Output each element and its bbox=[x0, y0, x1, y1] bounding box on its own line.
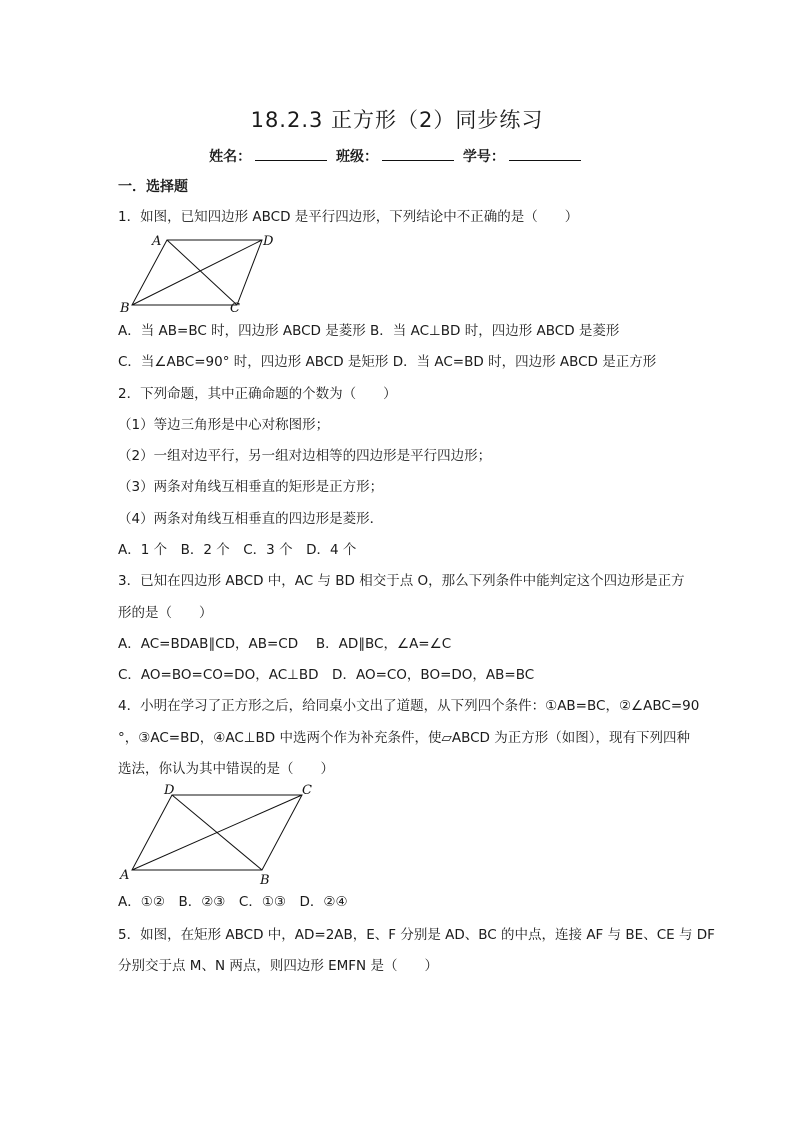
q2-statement-4: （4）两条对角线互相垂直的四边形是菱形． bbox=[118, 511, 384, 527]
class-label: 班级： bbox=[336, 149, 378, 165]
q2-options: A．1 个 B．2 个 C．3 个 D．4 个 bbox=[118, 542, 357, 558]
q1-diagonal-ac bbox=[167, 240, 237, 305]
q4-parallelogram-figure bbox=[112, 780, 322, 890]
q2-statement-2: （2）一组对边平行，另一组对边相等的四边形是平行四边形； bbox=[118, 448, 492, 464]
id-blank bbox=[509, 148, 581, 161]
q3-stem-line-1: 3．已知在四边形 ABCD 中，AC 与 BD 相交于点 O，那么下列条件中能判定这个四边形是正方 bbox=[118, 573, 685, 589]
q1-label-d: D bbox=[263, 234, 274, 249]
q1-label-b: B bbox=[120, 301, 130, 315]
q5-stem-line-1: 5．如图，在矩形 ABCD 中，AD=2AB，E、F 分别是 AD、BC 的中点，连接 AF 与 BE、CE 与 DF bbox=[118, 927, 715, 943]
name-label: 姓名： bbox=[209, 149, 252, 165]
q3-options-cd: C．AO=BO=CO=DO，AC⊥BD D．AO=CO，BO=DO，AB=BC bbox=[118, 667, 535, 683]
q4-options: A．①② B．②③ C．①③ D．②④ bbox=[118, 894, 348, 910]
q4-stem-line-2: °，③AC=BD，④AC⊥BD 中选两个作为补充条件，使▱ABCD 为正方形（如图），现有下列四种 bbox=[118, 730, 690, 746]
q1-label-c: C bbox=[230, 301, 240, 315]
student-info-line bbox=[0, 146, 794, 166]
q4-label-d: D bbox=[164, 783, 175, 798]
q2-statement-1: （1）等边三角形是中心对称图形； bbox=[118, 417, 330, 433]
q5-stem-line-2: 分别交于点 M、N 两点，则四边形 EMFN 是（ ） bbox=[118, 958, 438, 974]
id-label: 学号： bbox=[462, 149, 505, 165]
q4-stem-line-3: 选法，你认为其中错误的是（ ） bbox=[118, 761, 334, 777]
q4-stem-line-1: 4．小明在学习了正方形之后，给同桌小文出了道题，从下列四个条件：①AB=BC，②∠ABC=90 bbox=[118, 698, 700, 714]
page-title: 18.2.3 正方形（2）同步练习 bbox=[250, 108, 544, 132]
section-heading: 一．选择题 bbox=[118, 179, 188, 195]
q1-options-ab: A．当 AB=BC 时，四边形 ABCD 是菱形 B．当 AC⊥BD 时，四边形 ABCD 是菱形 bbox=[118, 323, 620, 339]
q3-stem-line-2: 形的是（ ） bbox=[118, 605, 213, 621]
q1-stem: 1．如图，已知四边形 ABCD 是平行四边形，下列结论中不正确的是（ ） bbox=[118, 209, 579, 225]
q4-label-a: A bbox=[120, 868, 130, 883]
class-blank bbox=[382, 148, 454, 161]
q2-stem: 2．下列命题，其中正确命题的个数为（ ） bbox=[118, 386, 397, 402]
q4-label-c: C bbox=[302, 783, 312, 798]
q1-label-a: A bbox=[152, 234, 162, 249]
name-blank bbox=[255, 148, 327, 161]
q2-statement-3: （3）两条对角线互相垂直的矩形是正方形； bbox=[118, 479, 384, 495]
q1-options-cd: C．当∠ABC=90° 时，四边形 ABCD 是矩形 D．当 AC=BD 时，四边形 ABCD 是正方形 bbox=[118, 354, 657, 370]
q1-parallelogram-figure bbox=[112, 230, 282, 315]
q4-label-b: B bbox=[260, 873, 270, 888]
q3-options-ab: A．AC=BDAB∥CD，AB=CD B．AD∥BC，∠A=∠C bbox=[118, 636, 452, 652]
q4-diagonal-bd bbox=[172, 795, 262, 870]
q1-diagonal-bd bbox=[132, 240, 262, 305]
